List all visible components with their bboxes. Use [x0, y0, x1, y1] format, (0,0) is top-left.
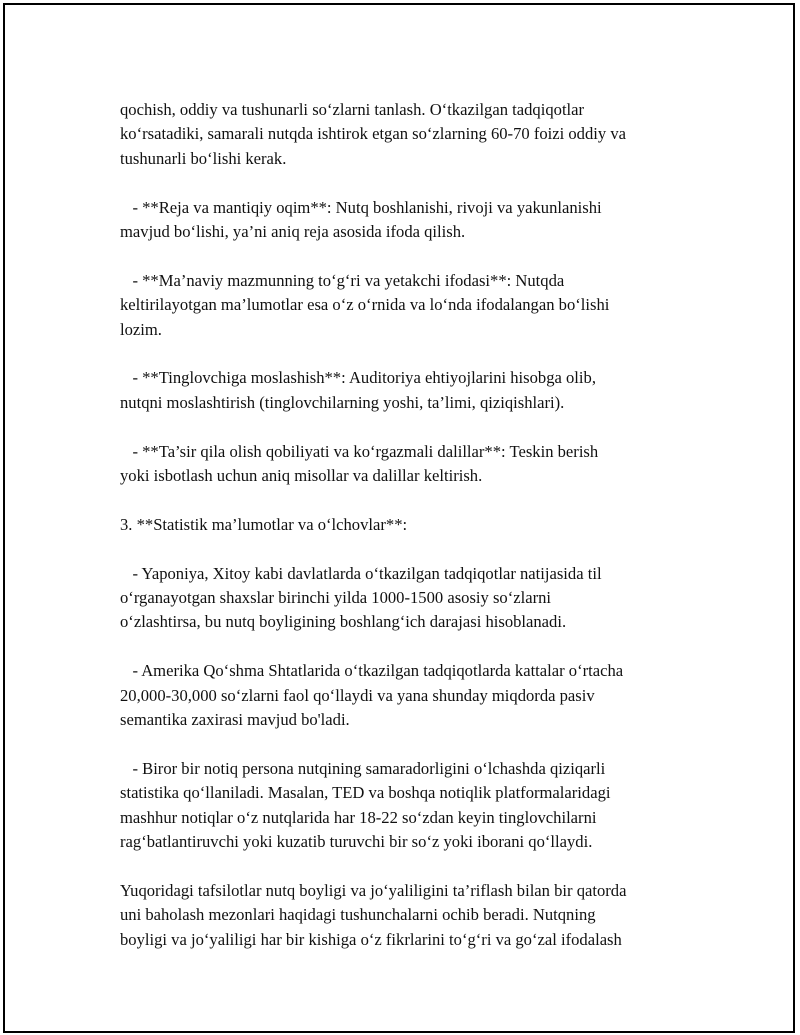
- text-line: - **Reja va mantiqiy oqim**: Nutq boshlanishi, rivoji va yakunlanishi: [120, 197, 602, 217]
- text-line: ko‘rsatadiki, samarali nutqda ishtirok etgan so‘zlarning 60-70 foizi oddiy va: [120, 124, 626, 144]
- text-line: rag‘batlantiruvchi yoki kuzatib turuvchi bir so‘z yoki iborani qo‘llaydi.: [120, 832, 593, 852]
- list-item: [120, 440, 710, 489]
- text-line: boyligi va jo‘yaliligi har bir kishiga o‘z fikrlarini to‘g‘ri va go‘zal ifodalash: [120, 929, 622, 949]
- document-body: [120, 98, 710, 976]
- text-line: - Amerika Qo‘shma Shtatlarida o‘tkazilgan tadqiqotlarda kattalar o‘rtacha: [120, 661, 624, 681]
- text-line: nutqni moslashtirish (tinglovchilarning yoshi, ta’limi, qiziqishlari).: [120, 392, 565, 412]
- text-line: qochish, oddiy va tushunarli so‘zlarni tanlash. O‘tkazilgan tadqiqotlar: [120, 100, 585, 119]
- text-line: mashhur notiqlar o‘z nutqlarida har 18-22 so‘zdan keyin tinglovchilarni: [120, 807, 597, 827]
- text-line: Yuqoridagi tafsilotlar nutq boyligi va jo‘yaliligini ta’riflash bilan bir qatorda: [120, 880, 627, 900]
- text-line: 20,000-30,000 so‘zlarni faol qo‘llaydi va yana shunday miqdorda pasiv: [120, 685, 595, 705]
- document-page: [3, 3, 795, 1033]
- text-line: - **Tinglovchiga moslashish**: Auditoriya ehtiyojlarini hisobga olib,: [120, 368, 596, 388]
- text-line: yoki isbotlash uchun aniq misollar va dalillar keltirish.: [120, 466, 483, 486]
- text-line: tushunarli bo‘lishi kerak.: [120, 148, 287, 168]
- text-line: statistika qo‘llaniladi. Masalan, TED va boshqa notiqlik platformalaridagi: [120, 783, 611, 803]
- text-line: - **Ma’naviy mazmunning to‘g‘ri va yetakchi ifodasi**: Nutqda: [120, 270, 565, 290]
- list-item: [120, 562, 710, 635]
- text-line: 3. **Statistik ma’lumotlar va o‘lchovlar**:: [120, 514, 408, 534]
- section-heading: [120, 513, 710, 537]
- text-line: uni baholash mezonlari haqidagi tushunchalarni ochib beradi. Nutqning: [120, 905, 596, 925]
- text-line: keltirilayotgan ma’lumotlar esa o‘z o‘rnida va lo‘nda ifodalangan bo‘lishi: [120, 295, 610, 315]
- list-item: [120, 269, 710, 342]
- list-item: [120, 757, 710, 855]
- text-line: lozim.: [120, 319, 162, 339]
- text-line: mavjud bo‘lishi, ya’ni aniq reja asosida ifoda qilish.: [120, 222, 466, 242]
- text-line: o‘zlashtirsa, bu nutq boyligining boshlang‘ich darajasi hisoblanadi.: [120, 612, 567, 632]
- text-line: - **Ta’sir qila olish qobiliyati va ko‘rgazmali dalillar**: Teskin berish: [120, 441, 599, 461]
- list-item: [120, 366, 710, 415]
- paragraph: [120, 98, 710, 171]
- list-item: [120, 659, 710, 732]
- text-line: semantika zaxirasi mavjud bo'ladi.: [120, 710, 350, 730]
- text-line: - Biror bir notiq persona nutqining samaradorligini o‘lchashda qiziqarli: [120, 758, 606, 778]
- text-line: - Yaponiya, Xitoy kabi davlatlarda o‘tkazilgan tadqiqotlar natijasida til: [120, 563, 602, 583]
- paragraph: [120, 879, 710, 952]
- text-line: o‘rganayotgan shaxslar birinchi yilda 1000-1500 asosiy so‘zlarni: [120, 588, 552, 608]
- list-item: [120, 196, 710, 245]
